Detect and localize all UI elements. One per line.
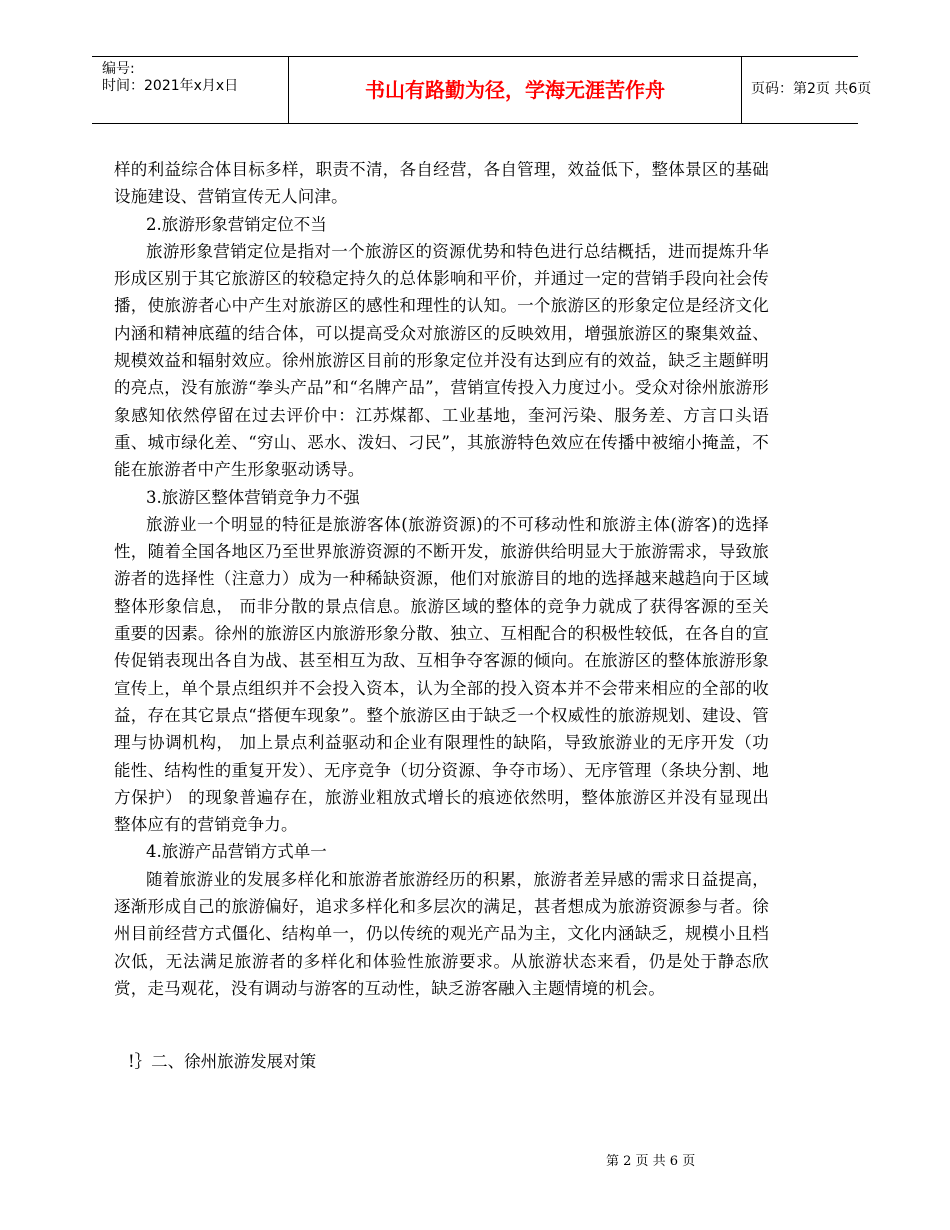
subheading-competitiveness: 3.旅游区整体营销竞争力不强	[146, 487, 360, 507]
paragraph-marketing-methods: 随着旅游业的发展多样化和旅游者旅游经历的积累，旅游者差异感的需求日益提高，逐渐形成自己的旅游偏好，追求多样化和多层次的满足，甚者想成为旅游资源参与者。徐州目前经营方式僵化、结构单一，仍以传统的观光产品为主，文化内涵缺乏，规模小且档次低，无法满足旅游者的多样化和体验性旅游要求。从旅游状态来看，仍是处于静态欣赏，走马观花，没有调动与游客的互动性，缺乏游客融入主题情境的机会。	[114, 869, 769, 998]
header-motto-cell	[288, 57, 742, 123]
page-header	[92, 56, 872, 124]
header-motto: 书山有路勤为径，学海无涯苦作舟	[365, 78, 665, 102]
subheading-image-positioning: 2.旅游形象营销定位不当	[146, 214, 327, 234]
header-meta-cell	[92, 57, 288, 123]
paragraph-competitiveness: 旅游业一个明显的特征是旅游客体(旅游资源)的不可移动性和旅游主体(游客)的选择性，随着全国各地区乃至世界旅游资源的不断开发，旅游供给明显大于旅游需求，导致旅游者的选择性（注意力）成为一种稀缺资源，他们对旅游目的地的选择越来越趋向于区域整体形象信息， 而非分散的景点信息。旅游区域的整体的竞争力就成了获得客源的至关重要的因素。徐州的旅游区内旅游形象分散、独立、互相配合的积极性较低，在各自的宣传促销表现出各自为战、甚至相互为敌、互相争夺客源的倾向。在旅游区的整体旅游形象宣传上，单个景点组织并不会投入资本，认为全部的投入资本并不会带来相应的全部的收益，存在其它景点“搭便车现象”。整个旅游区由于缺乏一个权威性的旅游规划、建设、管理与协调机构， 加上景点利益驱动和企业有限理性的缺陷，导致旅游业的无序开发（功能性、结构性的重复开发）、无序竞争（切分资源、争夺市场）、无序管理（条块分割、地方保护） 的现象普遍存在，旅游业粗放式增长的痕迹依然明，整体旅游区并没有显现出整体应有的营销竞争力。	[114, 514, 769, 835]
paragraph-image-positioning: 旅游形象营销定位是指对一个旅游区的资源优势和特色进行总结概括，进而提炼升华形成区别于其它旅游区的较稳定持久的总体影响和平价，并通过一定的营销手段向社会传播，使旅游者心中产生对旅游区的感性和理性的认知。一个旅游区的形象定位是经济文化内涵和精神底蕴的结合体，可以提高受众对旅游区的反映效用，增强旅游区的聚集效益、规模效益和辐射效应。徐州旅游区目前的形象定位并没有达到应有的效益，缺乏主题鲜明的亮点，没有旅游“拳头产品”和“名牌产品”，营销宣传投入力度过小。受众对徐州旅游形象感知依然停留在过去评价中：江苏煤都、工业基地，奎河污染、服务差、方言口头语重、城市绿化差、“穷山、恶水、泼妇、刁民”，其旅游特色效应在传播中被缩小掩盖，不能在旅游者中产生形象驱动诱导。	[114, 241, 769, 480]
document-time-label: 时间：2021年x月x日	[102, 78, 239, 94]
paragraph-continued: 样的利益综合体目标多样，职责不清，各自经营，各自管理，效益低下，整体景区的基础设施建设、营销宣传无人问津。	[114, 160, 769, 207]
header-page-number: 页码：第2页 共6页	[751, 81, 872, 97]
subheading-marketing-methods: 4.旅游产品营销方式单一	[146, 842, 327, 862]
footer-page-number: 第 2 页 共 6 页	[606, 1154, 696, 1169]
header-page-cell	[741, 57, 872, 123]
document-number-label: 编号:	[102, 61, 135, 77]
section-heading-strategies: !｝二、徐州旅游发展对策	[128, 1052, 317, 1071]
document-body	[114, 156, 769, 1002]
